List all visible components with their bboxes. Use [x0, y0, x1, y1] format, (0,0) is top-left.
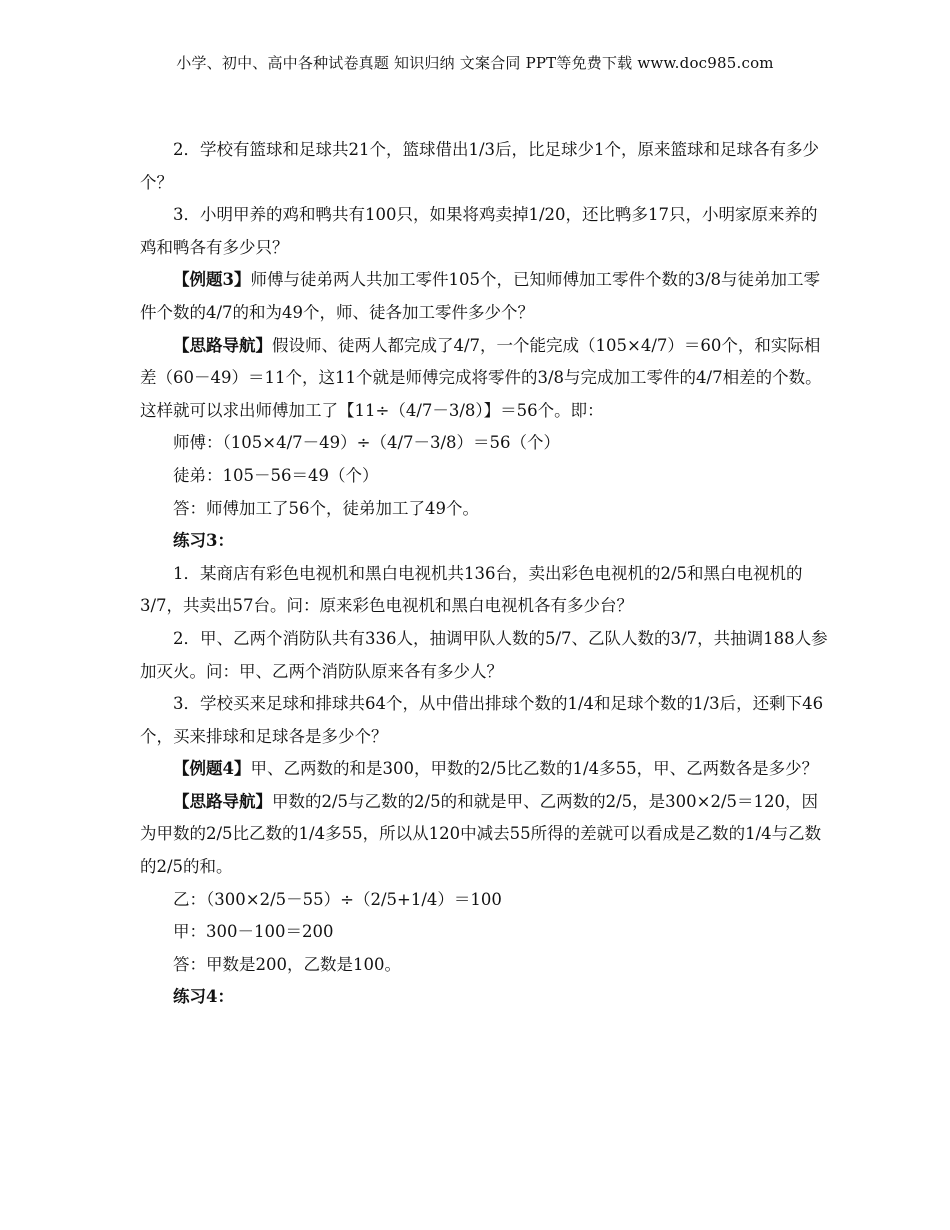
example-3-step-apprentice: 徒弟：105－56＝49（个） — [173, 465, 379, 485]
document-body — [140, 134, 830, 1014]
practice-3-heading: 练习3： — [173, 531, 234, 551]
guide-label: 【思路导航】 — [173, 791, 272, 811]
practice2-question-3: 3．小明甲养的鸡和鸭共有100只，如果将鸡卖掉1/20，还比鸭多17只，小明家原来养的鸡和鸭各有多少只？ — [140, 205, 818, 257]
example-4: 【例题4】甲、乙两数的和是300，甲数的2/5比乙数的1/4多55，甲、乙两数各是多少？ — [173, 759, 819, 779]
example-4-step-a: 甲：300－100＝200 — [173, 922, 334, 942]
guide-label: 【思路导航】 — [173, 335, 272, 355]
example-3-answer: 答：师傅加工了56个，徒弟加工了49个。 — [173, 498, 479, 518]
practice3-question-1: 1．某商店有彩色电视机和黑白电视机共136台，卖出彩色电视机的2/5和黑白电视机的3/7，共卖出57台。问：原来彩色电视机和黑白电视机各有多少台？ — [140, 563, 803, 616]
example-4-guide: 【思路导航】甲数的2/5与乙数的2/5的和就是甲、乙两数的2/5，是300×2/5＝120，因为甲数的2/5比乙数的1/4多55，所以从120中减去55所得的差就可以看成是乙数的1/4与乙数的2/5的和。 — [140, 791, 822, 877]
practice2-question-2: 2．学校有篮球和足球共21个，篮球借出1/3后，比足球少1个，原来篮球和足球各有多少个？ — [140, 140, 820, 192]
practice3-question-2: 2．甲、乙两个消防队共有336人，抽调甲队人数的5/7、乙队人数的3/7，共抽调188人参加灭火。问：甲、乙两个消防队原来各有多少人？ — [140, 628, 828, 681]
page-header: 小学、初中、高中各种试卷真题 知识归纳 文案合同 PPT等免费下载 www.doc985.com — [176, 54, 774, 72]
example-4-label: 【例题4】 — [173, 759, 251, 779]
example-3-guide: 【思路导航】假设师、徒两人都完成了4/7，一个能完成（105×4/7）＝60个，和实际相差（60－49）＝11个，这11个就是师傅完成将零件的3/8与完成加工零件的4/7相差的个数。这样就可以求出师傅加工了【11÷（4/7－3/8）】＝56个。即： — [140, 335, 822, 420]
practice-4-heading: 练习4： — [173, 987, 234, 1007]
practice3-question-3: 3．学校买来足球和排球共64个，从中借出排球个数的1/4和足球个数的1/3后，还剩下46个，买来排球和足球各是多少个？ — [140, 694, 824, 746]
example-3-label: 【例题3】 — [173, 270, 251, 290]
example-4-answer: 答：甲数是200，乙数是100。 — [173, 954, 401, 974]
example-4-step-b: 乙：（300×2/5－55）÷（2/5+1/4）＝100 — [173, 889, 502, 909]
example-3-step-master: 师傅：（105×4/7－49）÷（4/7－3/8）＝56（个） — [173, 433, 561, 453]
example-3: 【例题3】师傅与徒弟两人共加工零件105个，已知师傅加工零件个数的3/8与徒弟加工零件个数的4/7的和为49个，师、徒各加工零件多少个？ — [140, 270, 821, 322]
